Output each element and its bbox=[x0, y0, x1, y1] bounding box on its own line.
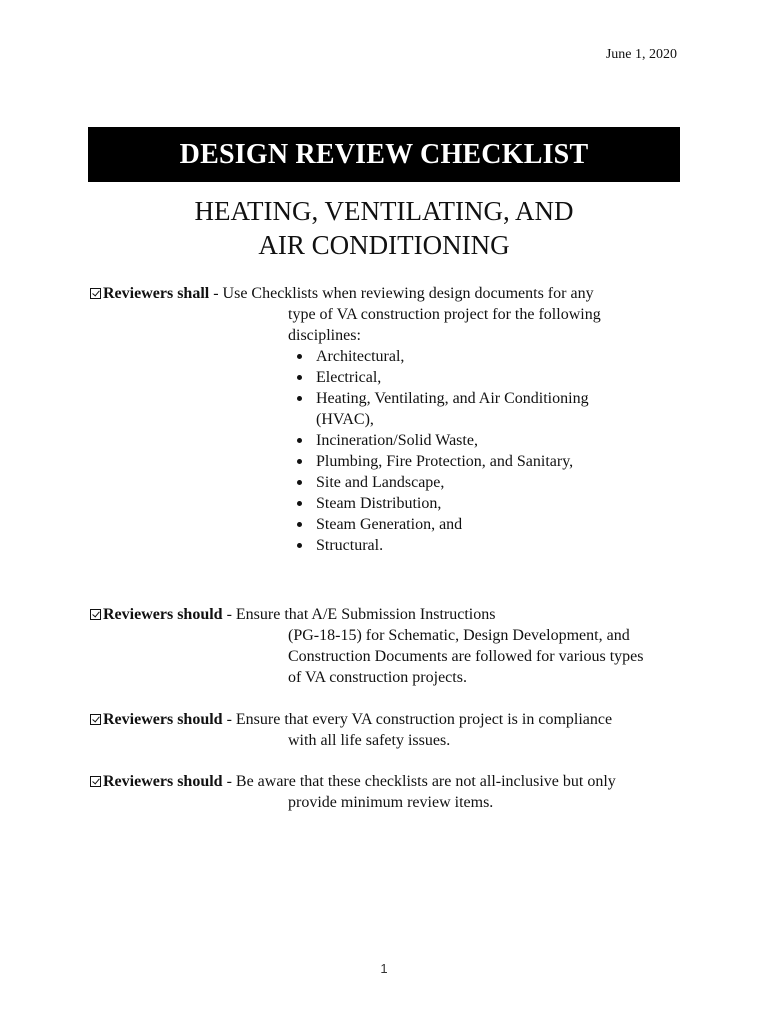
document-subtitle bbox=[88, 194, 680, 262]
checklist-item-continuation: type of VA construction project for the following disciplines: bbox=[288, 306, 601, 344]
checklist-item-lead: Reviewers shall bbox=[103, 285, 210, 302]
list-item: Steam Generation, and bbox=[296, 514, 646, 535]
list-item: Electrical, bbox=[296, 367, 646, 388]
checklist-item-continuation: provide minimum review items. bbox=[288, 794, 494, 811]
checklist-item-lead: Reviewers should bbox=[103, 606, 223, 623]
checklist-item-text: - Ensure that A/E Submission Instructions bbox=[222, 606, 496, 623]
list-item: Architectural, bbox=[296, 346, 646, 367]
list-item: Incineration/Solid Waste, bbox=[296, 430, 646, 451]
checked-box-icon bbox=[90, 776, 101, 787]
checklist-item-first-line bbox=[90, 771, 690, 792]
checklist-item-lead: Reviewers should bbox=[103, 711, 223, 728]
discipline-list bbox=[90, 346, 690, 556]
subtitle-line-2: AIR CONDITIONING bbox=[258, 230, 510, 260]
checklist-item-first-line bbox=[90, 709, 690, 730]
checklist-item-text: - Use Checklists when reviewing design documents for any bbox=[209, 285, 594, 302]
list-item: Site and Landscape, bbox=[296, 472, 646, 493]
checklist-item-reviewers-shall bbox=[90, 283, 690, 556]
checklist-item-submission-instructions bbox=[90, 604, 690, 688]
document-title: DESIGN REVIEW CHECKLIST bbox=[88, 127, 680, 182]
checklist-item-first-line bbox=[90, 283, 690, 304]
page-number: 1 bbox=[380, 961, 388, 976]
list-item: Structural. bbox=[296, 535, 646, 556]
page-date: June 1, 2020 bbox=[605, 47, 677, 62]
subtitle-line-1: HEATING, VENTILATING, AND bbox=[194, 196, 574, 226]
checked-box-icon bbox=[90, 609, 101, 620]
checklist-item-text: - Be aware that these checklists are not all-inclusive but only bbox=[222, 773, 616, 790]
checklist-item-first-line bbox=[90, 604, 690, 625]
list-item: Steam Distribution, bbox=[296, 493, 646, 514]
list-item: Plumbing, Fire Protection, and Sanitary, bbox=[296, 451, 646, 472]
checklist-item-lead: Reviewers should bbox=[103, 773, 223, 790]
checklist-item-minimum-review bbox=[90, 771, 690, 813]
checklist-item-continuation: with all life safety issues. bbox=[288, 732, 451, 749]
checklist-item-continuation: (PG-18-15) for Schematic, Design Development, and Construction Documents are followed for various types of VA construction projects. bbox=[288, 627, 644, 686]
checklist-item-life-safety bbox=[90, 709, 690, 751]
list-item: Heating, Ventilating, and Air Conditioning (HVAC), bbox=[296, 388, 646, 430]
checklist-item-text: - Ensure that every VA construction project is in compliance bbox=[222, 711, 613, 728]
checked-box-icon bbox=[90, 714, 101, 725]
checked-box-icon bbox=[90, 288, 101, 299]
